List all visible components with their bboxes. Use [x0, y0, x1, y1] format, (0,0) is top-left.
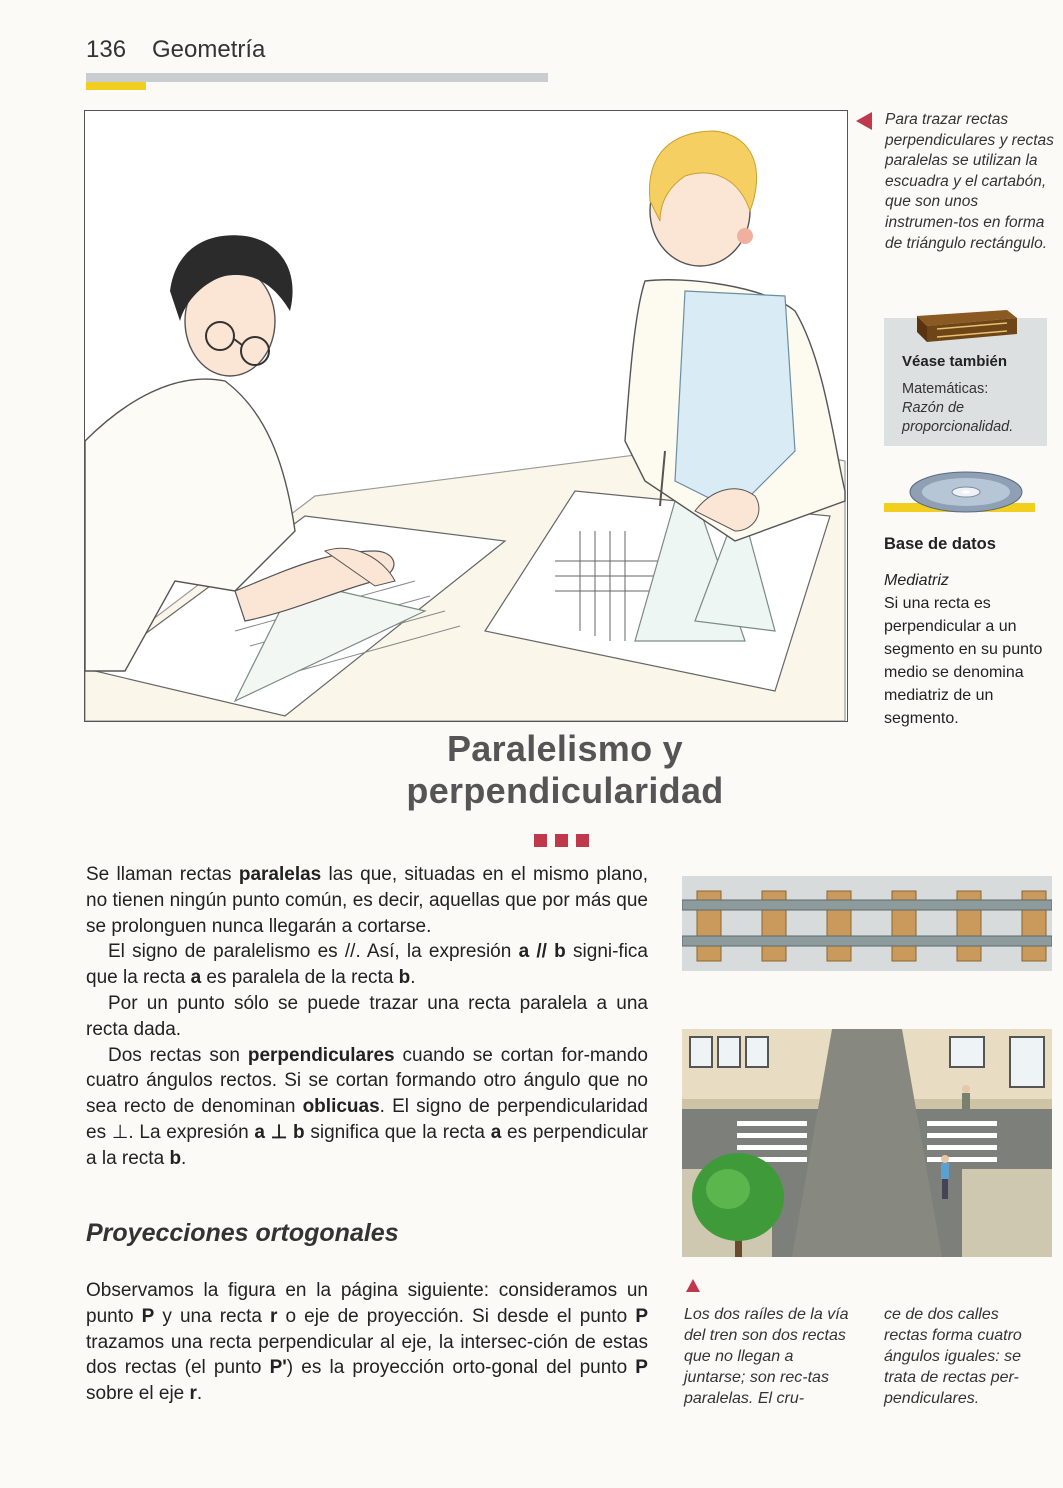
paragraph-parallel-definition: Se llaman rectas paralelas las que, situadas en el mismo plano, no tienen ningún punto común, es decir, aquellas que por más que se prolonguen nunca llegarán a cortarse.	[86, 864, 648, 937]
illustration-caption: Para trazar rectas perpendiculares y rectas paralelas se utilizan la escuadra y el cartabón, que son unos instrumen-tos en forma de triángulo rectángulo.	[885, 111, 1054, 252]
paragraph-perpendicular: Dos rectas son perpendiculares cuando se cortan for-mando cuatro ángulos rectos. Si se cortan formando otro ángulo que no sea recto de denominan oblicuas. El signo de perpendicularidad es ⊥. La expresión a ⊥ b significa que la recta a es perpendicular a la recta b.	[86, 1044, 649, 1169]
header-rule	[86, 73, 548, 82]
see-also-line1: Matemáticas:	[902, 381, 989, 397]
children-drawing-svg	[85, 111, 847, 721]
caption-right-column: ce de dos calles rectas forma cuatro ángulos iguales: se trata de rectas per-pendiculares.	[884, 1306, 1022, 1407]
database-title: Base de datos	[884, 535, 996, 553]
title-line-2: perpendicularidad	[406, 770, 724, 811]
parallel-section	[86, 862, 648, 1172]
street-crossing-image	[682, 1029, 1052, 1262]
title-line-1: Paralelismo y	[446, 728, 684, 769]
book-icon	[912, 306, 1022, 351]
caption-arrow-icon	[856, 112, 872, 130]
caption-up-arrow-icon	[686, 1279, 700, 1292]
cd-icon	[906, 470, 1026, 519]
database-text	[884, 569, 1054, 730]
subheading-projections: Proyecciones ortogonales	[86, 1219, 399, 1247]
page-title	[300, 728, 830, 812]
see-also-text	[902, 380, 1042, 437]
section-name: Geometría	[152, 36, 266, 63]
header-accent	[86, 82, 146, 90]
drawing-illustration	[84, 110, 848, 722]
database-definition: Si una recta es perpendicular a un segmento en su punto medio se denomina mediatriz de un segmento.	[884, 595, 1043, 727]
see-also-title: Véase también	[902, 353, 1008, 370]
database-term: Mediatriz	[884, 572, 949, 589]
paragraph-projection: Observamos la figura en la página siguiente: consideramos un punto P y una recta r o eje de proyección. Si desde el punto P trazamos una recta perpendicular al eje, la intersec-ción de estas dos rectas (el punto P') es la proyección orto-gonal del punto P sobre el eje r.	[86, 1280, 648, 1405]
paragraph-parallel-sign: El signo de paralelismo es //. Así, la expresión a // b signi-fica que la recta a es paralela de la recta b.	[86, 941, 648, 989]
caption-left-column: Los dos raíles de la vía del tren son dos rectas que no llegan a juntarse; son rec-tas paralelas. El cru-	[684, 1306, 849, 1407]
paragraph-one-parallel: Por un punto sólo se puede trazar una recta paralela a una recta dada.	[86, 992, 648, 1040]
page-number: 136	[86, 36, 127, 63]
railway-image	[682, 876, 1052, 976]
see-also-link[interactable]: Razón de proporcionalidad.	[902, 400, 1014, 435]
title-ornament	[534, 834, 597, 852]
projection-section	[86, 1278, 648, 1407]
